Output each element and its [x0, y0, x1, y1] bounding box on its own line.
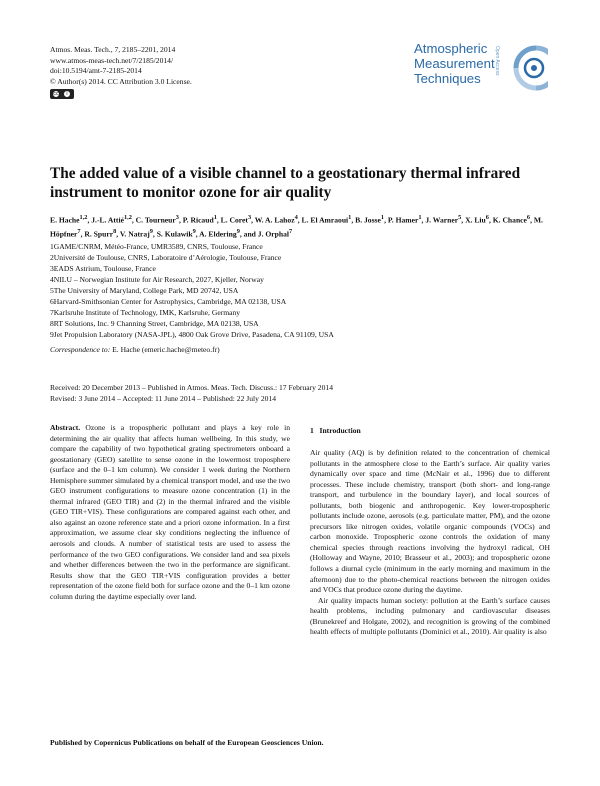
- introduction-body: [310, 448, 550, 638]
- section-number: 1: [310, 426, 314, 435]
- dates-line-2: Revised: 3 June 2014 – Accepted: 11 June 2014 – Published: 22 July 2014: [50, 394, 277, 403]
- license-line: © Author(s) 2014. CC Attribution 3.0 License.: [50, 76, 192, 86]
- affiliation-item: 1GAME/CNRM, Météo-France, UMR3589, CNRS, Toulouse, France: [50, 242, 263, 251]
- journal-header: [50, 45, 192, 103]
- affiliation-item: 2Université de Toulouse, CNRS, Laboratoire d’Aérologie, Toulouse, France: [50, 253, 282, 262]
- abstract: [50, 423, 290, 602]
- affiliation-item: 3EADS Astrium, Toulouse, France: [50, 264, 156, 273]
- section-heading-introduction: [310, 426, 361, 435]
- affiliation-item: 9Jet Propulsion Laboratory (NASA-JPL), 4800 Oak Grove Drive, Pasadena, CA 91109, USA: [50, 330, 334, 339]
- author-list: E. Hache$^{1,2}$, J.-L. Attié$^{1,2}$, C. Tourneur$^3$, P. Ricaud$^1$, L. Coret$^3$, W. A. Lahoz$^4$, L. El Amraoui$^1$, B. Josse$^1$, P. Hamer$^1$, J. Warner$^5$, X. Liu$^6$, K. Chance$^6$, M. Höpfner$^7$, R. Spurr$^8$, V. Natraj$^9$, S. Kulawik$^9$, A. Eldering$^9$, and J. Orphal$^7$: [50, 214, 543, 239]
- logo-line-3: Techniques: [414, 71, 481, 86]
- abstract-label: Abstract.: [50, 423, 81, 432]
- affiliation-item: 7Karlsruhe Institute of Technology, IMK, Karlsruhe, Germany: [50, 308, 241, 317]
- cc-by-icon: cc i: [50, 89, 74, 99]
- globe-logo-icon: [512, 42, 548, 94]
- logo-wordmark: [414, 41, 495, 86]
- open-access-label: Open Access: [494, 46, 500, 76]
- section-title: Introduction: [319, 426, 361, 435]
- affiliation-item: 5The University of Maryland, College Park, MD 20742, USA: [50, 286, 239, 295]
- dates-line-1: Received: 20 December 2013 – Published in Atmos. Meas. Tech. Discuss.: 17 February 2014: [50, 383, 333, 392]
- logo-line-1: Atmospheric: [414, 41, 488, 56]
- correspondence-label: Correspondence to:: [50, 345, 111, 354]
- intro-paragraph-1: Air quality (AQ) is by definition related to the concentration of chemical pollutants in the atmosphere close to the Earth’s surface. Air quality varies dynamically over space and time (McNair et al., 1996) due to different processes. These include chemistry, transport (both short- and long-range transport, and turbulence in the boundary layer), and local sources of pollutants, both biogenic and anthropogenic. Key lower-tropospheric pollutants include ozone, aerosols (e.g. particulate matter, PM), and the ozone precursors like nitrogen oxides, volatile organic compounds (VOCs) and carbon monoxide. Tropospheric ozone controls the oxidation of many chemical species through reactions involving the hydroxyl radical, OH (Holloway and Wayne, 2010; Brasseur et al., 2003); and tropospheric ozone follows a diurnal cycle (minimum in the early morning and maximum in the afternoon) due to the photo-chemical reactions between the nitrogen oxides and VOCs that produce ozone during the daytime.: [310, 448, 550, 595]
- affiliation-item: 6Harvard-Smithsonian Center for Astrophysics, Cambridge, MA 02138, USA: [50, 297, 287, 306]
- journal-citation: Atmos. Meas. Tech., 7, 2185–2201, 2014: [50, 45, 176, 54]
- logo-line-2: Measurement: [414, 56, 495, 71]
- affiliation-list: [50, 241, 550, 340]
- publisher-footer: Published by Copernicus Publications on behalf of the European Geosciences Union.: [50, 738, 324, 747]
- journal-url[interactable]: www.atmos-meas-tech.net/7/2185/2014/: [50, 55, 174, 65]
- doi[interactable]: doi:10.5194/amt-7-2185-2014: [50, 66, 142, 76]
- publication-dates: [50, 382, 333, 404]
- affiliation-item: 8RT Solutions, Inc. 9 Channing Street, Cambridge, MA 02138, USA: [50, 319, 259, 328]
- affiliation-item: 4NILU – Norwegian Institute for Air Research, 2027, Kjeller, Norway: [50, 275, 264, 284]
- intro-paragraph-2: Air quality impacts human society: pollution at the Earth’s surface causes health problems, including pulmonary and cardiovascular diseases (Brunekreef and Holgate, 2002), and recognition is growing of the combined health effects of multiple pollutants (Dominici et al., 2010). Air quality is also: [310, 595, 550, 637]
- journal-logo: [400, 40, 560, 100]
- abstract-text: Ozone is a tropospheric pollutant and plays a key role in determining the air quality that affects human wellbeing. In this study, we compare the capability of two hypothetical grating spectrometers onboard a geostationary (GEO) satellite to sense ozone in the lowermost troposphere (surface and the 0–1 km column). We consider 1 week during the Northern Hemisphere summer simulated by a chemical transport model, and use the two GEO instrument configurations to measure ozone concentration (1) in the thermal infrared (GEO TIR) and (2) in the thermal infrared and the visible (GEO TIR+VIS). These configurations are compared against each other, and also against an ozone reference state and a priori ozone information. In a first approximation, we assume clear sky conditions neglecting the influence of aerosols and clouds. A number of statistical tests are used to assess the performance of the two GEO configurations. We consider land and sea pixels and whether differences between the two in the performance are significant. Results show that the GEO TIR+VIS configuration provides a better representation of the ozone field both for surface ozone and the 0–1 km ozone column during the daytime especially over land.: [50, 423, 291, 601]
- correspondence-text[interactable]: E. Hache (emeric.hache@meteo.fr): [112, 345, 220, 354]
- correspondence: [50, 345, 220, 354]
- paper-title: The added value of a visible channel to a geostationary thermal infrared instrument to monitor ozone for air quality: [50, 165, 521, 201]
